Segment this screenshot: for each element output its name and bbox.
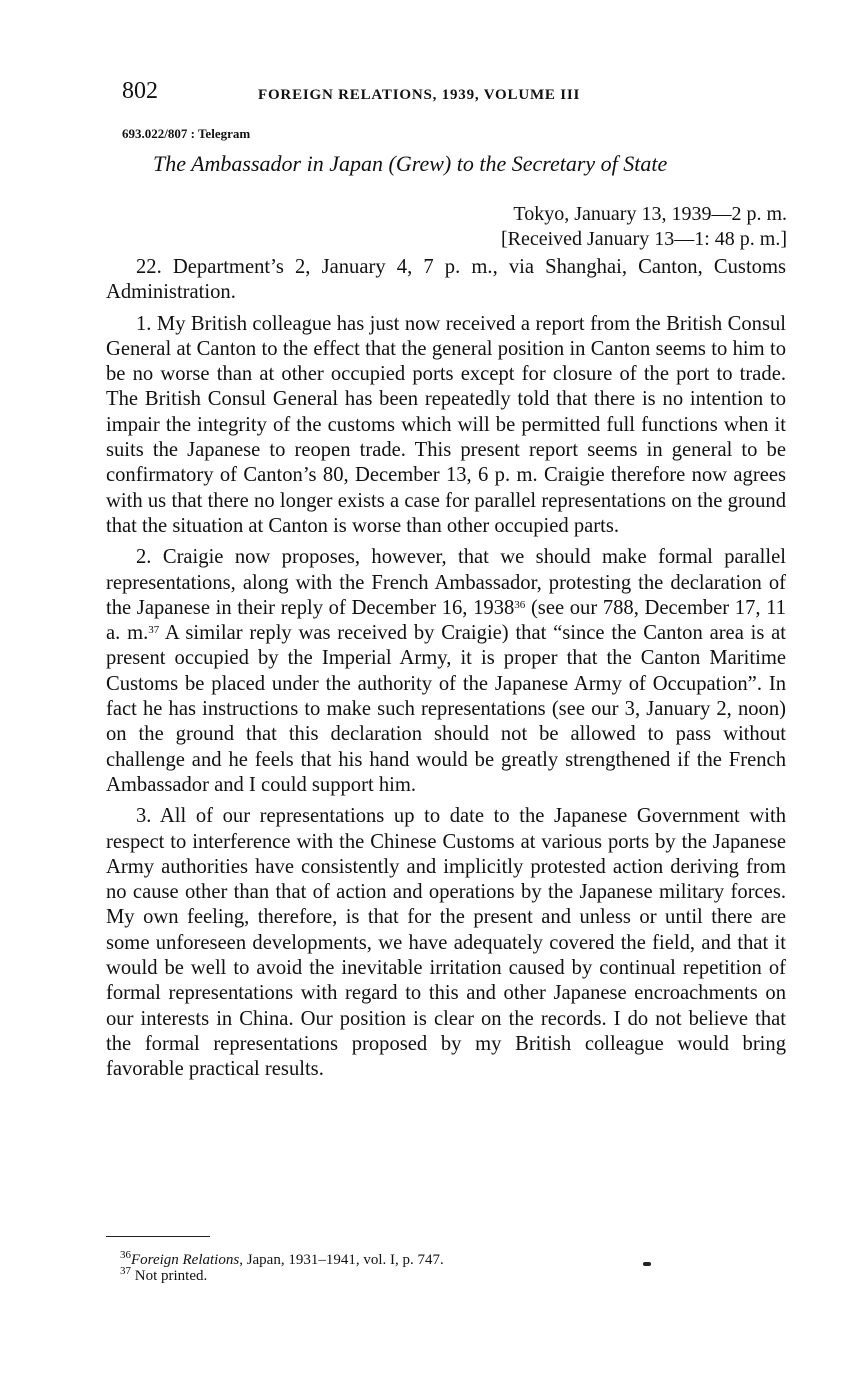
dateline xyxy=(501,202,787,252)
footnote-ref-37: 37 xyxy=(148,624,160,637)
paragraph-1: 1. My British colleague has just now received a report from the British Consul General at Canton to the effect that the general position in Canton seems to him to be no worse than at other occupied ports except for closure of the port to trade. The British Consul General has been repeatedly told that there is no intention to impair the integrity of the customs which will be permitted full functions when it suits the Japanese to reopen trade. This present report seems in general to be confirmatory of Canton’s 80, December 13, 6 p. m. Craigie therefore now agrees with us that there no longer exists a case for parallel representations on the ground that the situation at Canton is worse than other occupied parts. xyxy=(106,312,786,537)
footnote-36 xyxy=(120,1249,444,1268)
footnote-number: 36 xyxy=(120,1249,131,1261)
footnote-text: Not printed. xyxy=(131,1268,208,1284)
footnotes xyxy=(120,1249,444,1284)
paragraph-3: 3. All of our representations up to date to the Japanese Government with respect to interference with the Chinese Customs at various ports by the Japanese Army authorities have consistently and implicitly protested action deriving from no cause other than that of action and operations by the Japanese military forces. My own feeling, therefore, is that for the present and unless or until there are some unforeseen developments, we have adequately covered the field, and that it would be well to avoid the inevitable irritation caused by continual repetition of formal representations with regard to this and other Japanese encroachments on our interests in China. Our position is clear on the records. I do not believe that the formal representations proposed by my British colleague would bring favorable practical results. xyxy=(106,805,786,1081)
footnote-text: , Japan, 1931–1941, vol. I, p. 747. xyxy=(239,1252,444,1268)
page-number: 802 xyxy=(122,78,158,104)
stray-mark xyxy=(643,1262,651,1266)
paragraph-intro: 22. Department’s 2, January 4, 7 p. m., via Shanghai, Canton, Customs Administration. xyxy=(106,256,786,304)
paragraph-2-text-c: A similar reply was received by Craigie) that “since the Canton area is at present occupied by the Imperial Army, it is proper that the Canton Maritime Customs be placed under the authority of the Japanese Army of Occupation”. In fact he has instructions to make such representations (see our 3, January 2, noon) on the ground that this declaration should not be allowed to pass without challenge and he feels that his hand would be greatly strengthened if the French Ambassador and I could support him. xyxy=(106,622,787,796)
footnote-ref-36: 36 xyxy=(514,598,526,611)
footnote-divider xyxy=(106,1236,210,1237)
paragraph-2 xyxy=(106,545,786,798)
document-body xyxy=(106,255,786,1089)
dateline-received: [Received January 13—1: 48 p. m.] xyxy=(500,228,787,250)
footnote-number: 37 xyxy=(120,1265,131,1277)
paragraph-2-text-b: (see our 788, December 17, 11 a. m. xyxy=(106,596,787,645)
running-head: FOREIGN RELATIONS, 1939, VOLUME III xyxy=(258,87,581,103)
footnote-title: Foreign Relations xyxy=(131,1252,240,1268)
footnote-37 xyxy=(120,1265,444,1284)
document-title: The Ambassador in Japan (Grew) to the Secretary of State xyxy=(153,151,668,176)
file-reference: 693.022/807 : Telegram xyxy=(122,126,251,141)
page-header xyxy=(122,78,682,112)
dateline-sent: Tokyo, January 13, 1939—2 p. m. xyxy=(513,203,787,225)
paragraph-2-text-a: 2. Craigie now proposes, however, that we should make formal parallel representations, along with the French Ambassador, protesting the declaration of the Japanese in their reply of December 16, 1938 xyxy=(106,546,786,619)
